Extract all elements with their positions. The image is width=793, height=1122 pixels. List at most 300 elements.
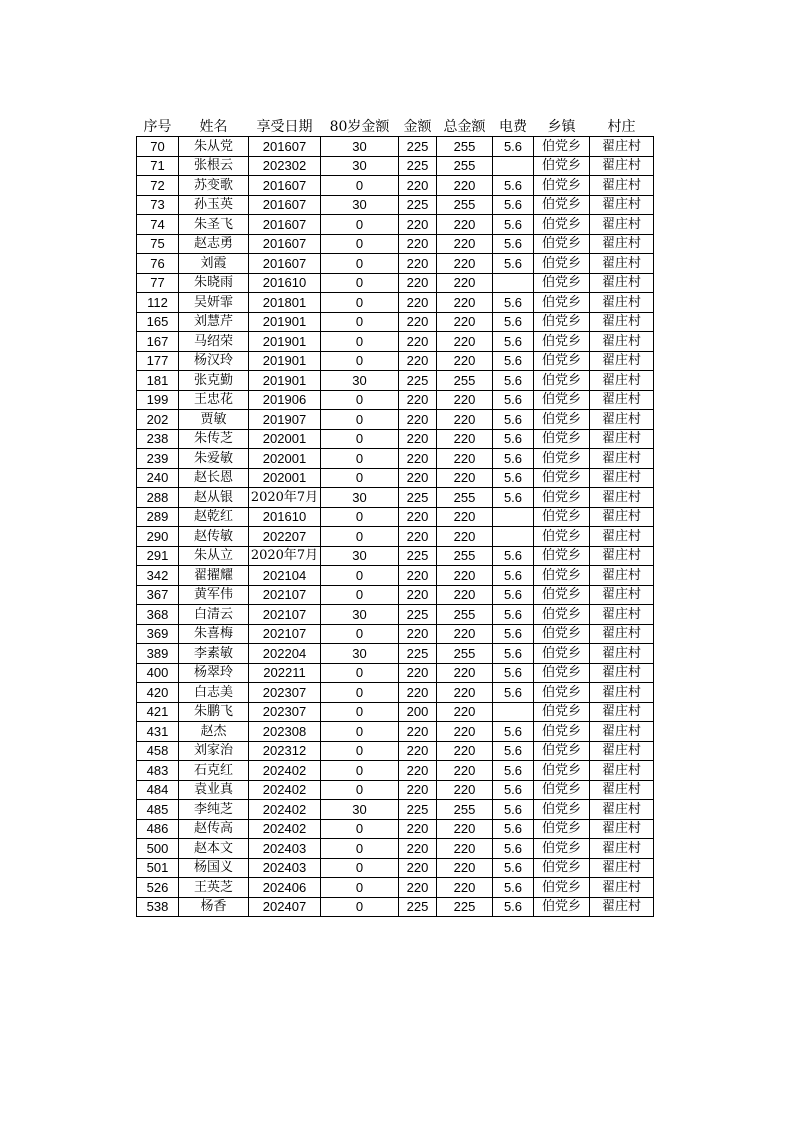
cell-amount-80: 0 — [321, 878, 399, 898]
cell-amount-80: 0 — [321, 429, 399, 449]
cell-amount: 220 — [399, 410, 437, 430]
cell-amount: 220 — [399, 780, 437, 800]
cell-village: 翟庄村 — [590, 566, 654, 586]
cell-name: 翟擢耀 — [179, 566, 249, 586]
cell-township: 伯党乡 — [534, 156, 590, 176]
cell-total: 220 — [437, 858, 493, 878]
cell-township: 伯党乡 — [534, 566, 590, 586]
cell-electric-fee: 5.6 — [493, 800, 534, 820]
cell-total: 220 — [437, 429, 493, 449]
cell-total: 255 — [437, 371, 493, 391]
cell-serial: 74 — [137, 215, 179, 235]
header-80-amount: 80岁金额 — [329, 119, 390, 135]
cell-name: 朱传芝 — [179, 429, 249, 449]
cell-serial: 291 — [137, 546, 179, 566]
table-row — [137, 429, 654, 449]
table-row — [137, 644, 654, 664]
cell-amount-80: 0 — [321, 234, 399, 254]
table-row — [137, 410, 654, 430]
cell-amount: 220 — [399, 624, 437, 644]
cell-amount-80: 0 — [321, 585, 399, 605]
cell-village: 翟庄村 — [590, 702, 654, 722]
cell-name: 苏变歌 — [179, 176, 249, 196]
cell-serial: 112 — [137, 293, 179, 313]
cell-village: 翟庄村 — [590, 585, 654, 605]
cell-serial: 72 — [137, 176, 179, 196]
cell-village: 翟庄村 — [590, 468, 654, 488]
cell-village: 翟庄村 — [590, 644, 654, 664]
table-row — [137, 858, 654, 878]
cell-name: 朱圣飞 — [179, 215, 249, 235]
cell-amount: 220 — [399, 722, 437, 742]
cell-amount: 220 — [399, 819, 437, 839]
cell-amount-80: 0 — [321, 273, 399, 293]
table-row — [137, 527, 654, 547]
table-row — [137, 878, 654, 898]
table-row — [137, 546, 654, 566]
cell-total: 220 — [437, 527, 493, 547]
cell-date: 202207 — [249, 527, 321, 547]
cell-date: 201801 — [249, 293, 321, 313]
cell-electric-fee: 5.6 — [493, 410, 534, 430]
cell-amount: 220 — [399, 449, 437, 469]
cell-township: 伯党乡 — [534, 624, 590, 644]
table-body — [137, 137, 654, 917]
cell-total: 220 — [437, 176, 493, 196]
cell-amount-80: 0 — [321, 741, 399, 761]
cell-electric-fee: 5.6 — [493, 468, 534, 488]
cell-township: 伯党乡 — [534, 897, 590, 917]
cell-electric-fee: 5.6 — [493, 624, 534, 644]
cell-township: 伯党乡 — [534, 780, 590, 800]
cell-date: 202403 — [249, 858, 321, 878]
cell-township: 伯党乡 — [534, 507, 590, 527]
cell-township: 伯党乡 — [534, 683, 590, 703]
cell-amount: 220 — [399, 312, 437, 332]
cell-amount: 225 — [399, 897, 437, 917]
table-row — [137, 176, 654, 196]
cell-name: 赵从银 — [179, 488, 249, 508]
cell-name: 杨翠玲 — [179, 663, 249, 683]
table-row — [137, 702, 654, 722]
cell-serial: 368 — [137, 605, 179, 625]
cell-amount: 220 — [399, 741, 437, 761]
cell-total: 220 — [437, 683, 493, 703]
cell-total: 220 — [437, 410, 493, 430]
cell-village: 翟庄村 — [590, 351, 654, 371]
table-row — [137, 624, 654, 644]
cell-serial: 420 — [137, 683, 179, 703]
cell-amount-80: 0 — [321, 819, 399, 839]
cell-date: 202407 — [249, 897, 321, 917]
cell-village: 翟庄村 — [590, 390, 654, 410]
cell-amount-80: 30 — [321, 546, 399, 566]
cell-serial: 485 — [137, 800, 179, 820]
cell-date: 202104 — [249, 566, 321, 586]
cell-village: 翟庄村 — [590, 429, 654, 449]
table-row — [137, 234, 654, 254]
cell-amount: 220 — [399, 176, 437, 196]
cell-amount-80: 0 — [321, 702, 399, 722]
table-row — [137, 897, 654, 917]
table-row — [137, 683, 654, 703]
cell-electric-fee: 5.6 — [493, 351, 534, 371]
cell-amount-80: 0 — [321, 722, 399, 742]
cell-date: 202402 — [249, 780, 321, 800]
cell-township: 伯党乡 — [534, 644, 590, 664]
cell-serial: 71 — [137, 156, 179, 176]
cell-village: 翟庄村 — [590, 234, 654, 254]
cell-electric-fee: 5.6 — [493, 390, 534, 410]
cell-date: 201610 — [249, 507, 321, 527]
cell-name: 刘霞 — [179, 254, 249, 274]
cell-serial: 421 — [137, 702, 179, 722]
cell-name: 黄军伟 — [179, 585, 249, 605]
table-row — [137, 468, 654, 488]
cell-amount-80: 0 — [321, 507, 399, 527]
cell-name: 朱爱敏 — [179, 449, 249, 469]
cell-amount-80: 30 — [321, 800, 399, 820]
cell-total: 220 — [437, 839, 493, 859]
cell-name: 吴妍霏 — [179, 293, 249, 313]
cell-electric-fee: 5.6 — [493, 839, 534, 859]
table-row — [137, 761, 654, 781]
cell-village: 翟庄村 — [590, 800, 654, 820]
cell-village: 翟庄村 — [590, 371, 654, 391]
cell-name: 杨香 — [179, 897, 249, 917]
cell-amount: 225 — [399, 488, 437, 508]
cell-amount-80: 30 — [321, 156, 399, 176]
cell-township: 伯党乡 — [534, 429, 590, 449]
header-name: 姓名 — [199, 119, 228, 135]
cell-name: 李纯芝 — [179, 800, 249, 820]
cell-village: 翟庄村 — [590, 488, 654, 508]
cell-total: 255 — [437, 137, 493, 157]
header-date: 享受日期 — [256, 119, 313, 135]
table-row — [137, 722, 654, 742]
cell-electric-fee: 5.6 — [493, 566, 534, 586]
cell-amount-80: 0 — [321, 624, 399, 644]
cell-serial: 289 — [137, 507, 179, 527]
cell-electric-fee: 5.6 — [493, 312, 534, 332]
cell-total: 220 — [437, 761, 493, 781]
cell-township: 伯党乡 — [534, 761, 590, 781]
cell-amount-80: 0 — [321, 390, 399, 410]
cell-village: 翟庄村 — [590, 741, 654, 761]
cell-name: 赵传敏 — [179, 527, 249, 547]
cell-date: 202204 — [249, 644, 321, 664]
cell-date: 201907 — [249, 410, 321, 430]
cell-amount: 225 — [399, 371, 437, 391]
cell-name: 王忠花 — [179, 390, 249, 410]
table-row — [137, 839, 654, 859]
cell-serial: 177 — [137, 351, 179, 371]
cell-township: 伯党乡 — [534, 215, 590, 235]
cell-name: 赵志勇 — [179, 234, 249, 254]
subsidy-table — [136, 116, 654, 917]
cell-date: 201901 — [249, 312, 321, 332]
header-serial: 序号 — [143, 119, 172, 135]
cell-serial: 500 — [137, 839, 179, 859]
header-total: 总金额 — [443, 119, 486, 135]
cell-serial: 367 — [137, 585, 179, 605]
cell-amount: 220 — [399, 215, 437, 235]
cell-township: 伯党乡 — [534, 312, 590, 332]
cell-village: 翟庄村 — [590, 780, 654, 800]
cell-date: 202406 — [249, 878, 321, 898]
cell-village: 翟庄村 — [590, 858, 654, 878]
cell-amount-80: 0 — [321, 761, 399, 781]
cell-village: 翟庄村 — [590, 663, 654, 683]
cell-amount-80: 0 — [321, 858, 399, 878]
cell-electric-fee: 5.6 — [493, 234, 534, 254]
cell-name: 孙玉英 — [179, 195, 249, 215]
cell-amount: 220 — [399, 254, 437, 274]
table-row — [137, 663, 654, 683]
cell-date: 202403 — [249, 839, 321, 859]
cell-serial: 369 — [137, 624, 179, 644]
cell-date: 202001 — [249, 449, 321, 469]
cell-serial: 483 — [137, 761, 179, 781]
cell-village: 翟庄村 — [590, 683, 654, 703]
cell-electric-fee: 5.6 — [493, 722, 534, 742]
cell-electric-fee — [493, 273, 534, 293]
cell-electric-fee: 5.6 — [493, 897, 534, 917]
cell-village: 翟庄村 — [590, 137, 654, 157]
cell-township: 伯党乡 — [534, 858, 590, 878]
cell-amount-80: 30 — [321, 644, 399, 664]
cell-name: 赵长恩 — [179, 468, 249, 488]
cell-total: 220 — [437, 449, 493, 469]
cell-township: 伯党乡 — [534, 546, 590, 566]
table-row — [137, 156, 654, 176]
header-township: 乡镇 — [547, 119, 576, 135]
cell-serial: 400 — [137, 663, 179, 683]
cell-township: 伯党乡 — [534, 585, 590, 605]
cell-name: 石克红 — [179, 761, 249, 781]
cell-total: 220 — [437, 273, 493, 293]
cell-electric-fee — [493, 702, 534, 722]
cell-total: 255 — [437, 546, 493, 566]
cell-township: 伯党乡 — [534, 449, 590, 469]
cell-serial: 165 — [137, 312, 179, 332]
cell-serial: 486 — [137, 819, 179, 839]
cell-township: 伯党乡 — [534, 800, 590, 820]
cell-township: 伯党乡 — [534, 878, 590, 898]
cell-serial: 290 — [137, 527, 179, 547]
cell-date: 201607 — [249, 195, 321, 215]
cell-electric-fee: 5.6 — [493, 429, 534, 449]
cell-electric-fee: 5.6 — [493, 585, 534, 605]
cell-village: 翟庄村 — [590, 176, 654, 196]
cell-village: 翟庄村 — [590, 839, 654, 859]
cell-township: 伯党乡 — [534, 234, 590, 254]
cell-amount: 225 — [399, 195, 437, 215]
cell-total: 220 — [437, 566, 493, 586]
cell-date: 202307 — [249, 683, 321, 703]
cell-township: 伯党乡 — [534, 819, 590, 839]
cell-amount-80: 0 — [321, 449, 399, 469]
cell-serial: 199 — [137, 390, 179, 410]
cell-amount: 220 — [399, 566, 437, 586]
cell-amount-80: 30 — [321, 371, 399, 391]
table-row — [137, 137, 654, 157]
cell-township: 伯党乡 — [534, 273, 590, 293]
cell-village: 翟庄村 — [590, 546, 654, 566]
cell-village: 翟庄村 — [590, 156, 654, 176]
cell-date: 202302 — [249, 156, 321, 176]
cell-total: 220 — [437, 468, 493, 488]
cell-village: 翟庄村 — [590, 215, 654, 235]
cell-township: 伯党乡 — [534, 605, 590, 625]
cell-date: 202312 — [249, 741, 321, 761]
cell-total: 220 — [437, 254, 493, 274]
cell-electric-fee: 5.6 — [493, 449, 534, 469]
cell-name: 赵杰 — [179, 722, 249, 742]
cell-amount: 220 — [399, 663, 437, 683]
cell-serial: 501 — [137, 858, 179, 878]
cell-amount: 220 — [399, 351, 437, 371]
cell-amount: 225 — [399, 156, 437, 176]
cell-village: 翟庄村 — [590, 819, 654, 839]
cell-amount-80: 30 — [321, 195, 399, 215]
cell-total: 255 — [437, 156, 493, 176]
cell-total: 220 — [437, 819, 493, 839]
cell-name: 朱鹏飞 — [179, 702, 249, 722]
cell-township: 伯党乡 — [534, 293, 590, 313]
cell-date: 201901 — [249, 351, 321, 371]
cell-date: 201607 — [249, 137, 321, 157]
cell-name: 朱喜梅 — [179, 624, 249, 644]
cell-amount-80: 0 — [321, 176, 399, 196]
cell-amount-80: 0 — [321, 897, 399, 917]
cell-amount-80: 0 — [321, 254, 399, 274]
cell-serial: 167 — [137, 332, 179, 352]
cell-name: 王英芝 — [179, 878, 249, 898]
cell-amount: 220 — [399, 527, 437, 547]
cell-village: 翟庄村 — [590, 293, 654, 313]
cell-date: 201610 — [249, 273, 321, 293]
cell-total: 220 — [437, 878, 493, 898]
cell-serial: 342 — [137, 566, 179, 586]
table-row — [137, 507, 654, 527]
cell-village: 翟庄村 — [590, 605, 654, 625]
cell-amount: 225 — [399, 605, 437, 625]
cell-amount: 220 — [399, 293, 437, 313]
cell-township: 伯党乡 — [534, 332, 590, 352]
cell-electric-fee: 5.6 — [493, 332, 534, 352]
cell-amount: 220 — [399, 332, 437, 352]
cell-name: 贾敏 — [179, 410, 249, 430]
cell-total: 255 — [437, 644, 493, 664]
cell-total: 255 — [437, 800, 493, 820]
cell-total: 220 — [437, 663, 493, 683]
cell-amount-80: 0 — [321, 468, 399, 488]
cell-total: 220 — [437, 780, 493, 800]
cell-village: 翟庄村 — [590, 507, 654, 527]
cell-amount: 220 — [399, 683, 437, 703]
cell-township: 伯党乡 — [534, 254, 590, 274]
cell-date: 202001 — [249, 429, 321, 449]
cell-amount: 220 — [399, 878, 437, 898]
cell-date: 202211 — [249, 663, 321, 683]
cell-total: 220 — [437, 507, 493, 527]
cell-electric-fee: 5.6 — [493, 546, 534, 566]
cell-date: 202307 — [249, 702, 321, 722]
table-row — [137, 273, 654, 293]
cell-date: 202402 — [249, 819, 321, 839]
table-row — [137, 371, 654, 391]
cell-serial: 240 — [137, 468, 179, 488]
cell-township: 伯党乡 — [534, 663, 590, 683]
cell-township: 伯党乡 — [534, 176, 590, 196]
cell-name: 李素敏 — [179, 644, 249, 664]
cell-amount-80: 0 — [321, 780, 399, 800]
cell-amount: 220 — [399, 858, 437, 878]
header-village: 村庄 — [607, 119, 636, 135]
cell-electric-fee — [493, 527, 534, 547]
cell-amount-80: 0 — [321, 527, 399, 547]
cell-date: 202001 — [249, 468, 321, 488]
cell-amount-80: 30 — [321, 605, 399, 625]
cell-electric-fee: 5.6 — [493, 254, 534, 274]
cell-name: 朱从党 — [179, 137, 249, 157]
cell-total: 220 — [437, 312, 493, 332]
cell-serial: 238 — [137, 429, 179, 449]
cell-electric-fee: 5.6 — [493, 878, 534, 898]
cell-date: 202308 — [249, 722, 321, 742]
cell-name: 赵传高 — [179, 819, 249, 839]
table-row — [137, 488, 654, 508]
cell-name: 朱从立 — [179, 546, 249, 566]
table-row — [137, 351, 654, 371]
cell-village: 翟庄村 — [590, 761, 654, 781]
cell-date: 201607 — [249, 176, 321, 196]
cell-total: 220 — [437, 390, 493, 410]
cell-serial: 77 — [137, 273, 179, 293]
cell-amount: 225 — [399, 546, 437, 566]
cell-total: 220 — [437, 585, 493, 605]
cell-village: 翟庄村 — [590, 410, 654, 430]
cell-amount: 220 — [399, 234, 437, 254]
cell-amount: 220 — [399, 429, 437, 449]
table-row — [137, 312, 654, 332]
cell-electric-fee: 5.6 — [493, 293, 534, 313]
cell-electric-fee: 5.6 — [493, 371, 534, 391]
cell-serial: 288 — [137, 488, 179, 508]
cell-amount-80: 0 — [321, 683, 399, 703]
cell-serial: 73 — [137, 195, 179, 215]
cell-village: 翟庄村 — [590, 312, 654, 332]
cell-township: 伯党乡 — [534, 839, 590, 859]
cell-township: 伯党乡 — [534, 390, 590, 410]
cell-name: 白志美 — [179, 683, 249, 703]
cell-serial: 181 — [137, 371, 179, 391]
cell-amount-80: 0 — [321, 566, 399, 586]
cell-amount-80: 0 — [321, 839, 399, 859]
table-row — [137, 819, 654, 839]
cell-name: 白清云 — [179, 605, 249, 625]
cell-electric-fee: 5.6 — [493, 644, 534, 664]
header-electric-fee: 电费 — [499, 119, 527, 135]
cell-electric-fee: 5.6 — [493, 488, 534, 508]
cell-electric-fee: 5.6 — [493, 663, 534, 683]
cell-serial: 526 — [137, 878, 179, 898]
cell-date: 201901 — [249, 371, 321, 391]
cell-electric-fee: 5.6 — [493, 761, 534, 781]
cell-serial: 431 — [137, 722, 179, 742]
cell-electric-fee: 5.6 — [493, 741, 534, 761]
